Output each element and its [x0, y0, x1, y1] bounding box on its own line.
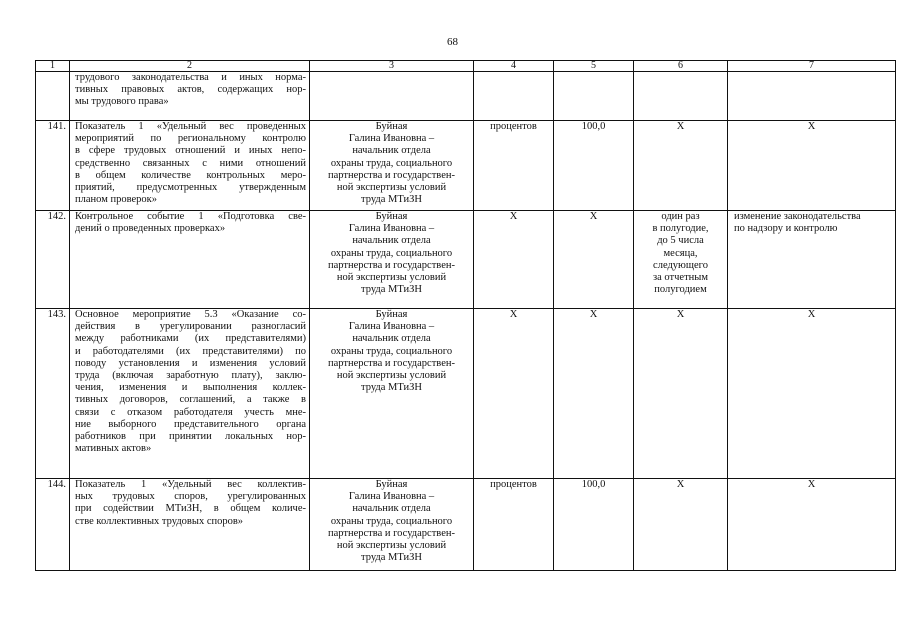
- text-line: X: [676, 309, 685, 320]
- deadline-cell: [634, 72, 728, 121]
- text-line: X: [676, 121, 685, 132]
- text-line: месяца,: [663, 247, 698, 259]
- note-cell: [728, 479, 896, 571]
- text-line: полугодием: [654, 284, 707, 296]
- text-line: Буйная: [375, 309, 408, 320]
- text-line: X: [676, 479, 685, 490]
- text-line: приятий, предусмотренных утвержденным: [75, 182, 306, 194]
- text-line: до 5 числа: [657, 235, 704, 247]
- row-number: [36, 72, 70, 121]
- column-header: 5: [554, 61, 634, 72]
- text-line: X: [807, 309, 816, 320]
- table-row: [36, 479, 896, 571]
- responsible-cell: [310, 479, 474, 571]
- text-line: начальник отдела: [352, 503, 431, 515]
- responsible-cell: [310, 211, 474, 309]
- text-line: Показатель 1 «Удельный вес проведенных: [75, 121, 306, 132]
- text-line: охраны труда, социального: [330, 247, 453, 259]
- text-line: Галина Ивановна –: [348, 223, 435, 235]
- text-line: охраны труда, социального: [330, 345, 453, 357]
- text-line: средственно связанных с ними отношений: [75, 157, 306, 169]
- text-line: по надзору и контролю: [734, 223, 838, 235]
- description-cell: [70, 211, 310, 309]
- column-header: 6: [634, 61, 728, 72]
- row-number: 143.: [36, 309, 70, 479]
- text-line: трудового законодательства и иных норма-: [75, 72, 306, 83]
- text-line: за отчетным: [653, 272, 708, 284]
- text-line: работников при принятии локальных нор-: [75, 431, 306, 443]
- table-row: [36, 211, 896, 309]
- text-line: тивных правовых актов, содержащих нор-: [75, 84, 306, 96]
- text-line: Галина Ивановна –: [348, 133, 435, 145]
- column-number-row: [36, 61, 896, 72]
- description-cell: [70, 121, 310, 211]
- text-line: мативных актов»: [75, 443, 152, 455]
- text-line: охраны труда, социального: [330, 157, 453, 169]
- text-line: при содействии МТиЗН, в общем количе-: [75, 503, 306, 515]
- text-line: мы трудового права»: [75, 96, 169, 108]
- text-line: изменение законодательства: [734, 211, 861, 222]
- text-line: партнерства и государствен-: [328, 259, 455, 271]
- text-line: ной экспертизы условий: [336, 540, 447, 552]
- text-line: труда МТиЗН: [361, 382, 422, 394]
- note-cell: [728, 309, 896, 479]
- note-cell: [728, 121, 896, 211]
- indicators-table: [35, 60, 896, 571]
- text-line: ной экспертизы условий: [336, 272, 447, 284]
- text-line: ние выборного представительного органа: [75, 418, 306, 430]
- description-cell: [70, 72, 310, 121]
- text-line: дений о проведенных проверках»: [75, 223, 226, 235]
- column-header: 2: [70, 61, 310, 72]
- text-line: Галина Ивановна –: [348, 321, 435, 333]
- text-line: действия в урегулировании разногласий: [75, 321, 306, 333]
- text-line: начальник отдела: [352, 145, 431, 157]
- value-cell: X: [554, 309, 634, 479]
- text-line: Буйная: [375, 211, 408, 222]
- deadline-cell: [634, 211, 728, 309]
- row-number: 142.: [36, 211, 70, 309]
- unit-cell: X: [474, 309, 554, 479]
- page-number: 68: [447, 36, 458, 48]
- text-line: Галина Ивановна –: [348, 491, 435, 503]
- column-header: 1: [36, 61, 70, 72]
- note-cell: [728, 72, 896, 121]
- text-line: партнерства и государствен-: [328, 357, 455, 369]
- table-row: [36, 309, 896, 479]
- text-line: труда МТиЗН: [361, 194, 422, 206]
- responsible-cell: [310, 121, 474, 211]
- value-cell: [554, 72, 634, 121]
- column-header: 7: [728, 61, 896, 72]
- text-line: следующего: [653, 259, 708, 271]
- text-line: в сфере трудовых отношений и иных непо-: [75, 145, 306, 157]
- text-line: стве коллективных трудовых споров»: [75, 515, 244, 527]
- text-line: поводу установления и изменения условий: [75, 357, 306, 369]
- text-line: труда МТиЗН: [361, 284, 422, 296]
- value-cell: 100,0: [554, 121, 634, 211]
- text-line: связи с отказом работодателя учесть мне-: [75, 406, 306, 418]
- text-line: партнерства и государствен-: [328, 527, 455, 539]
- unit-cell: X: [474, 211, 554, 309]
- deadline-cell: [634, 121, 728, 211]
- text-line: X: [807, 121, 816, 132]
- text-line: один раз: [661, 211, 700, 222]
- column-header: 3: [310, 61, 474, 72]
- unit-cell: процентов: [474, 121, 554, 211]
- deadline-cell: [634, 479, 728, 571]
- text-line: Буйная: [375, 479, 408, 490]
- responsible-cell: [310, 309, 474, 479]
- deadline-cell: [634, 309, 728, 479]
- text-line: ной экспертизы условий: [336, 370, 447, 382]
- value-cell: 100,0: [554, 479, 634, 571]
- text-line: ной экспертизы условий: [336, 182, 447, 194]
- text-line: Показатель 1 «Удельный вес коллектив-: [75, 479, 306, 490]
- note-cell: [728, 211, 896, 309]
- text-line: охраны труда, социального: [330, 515, 453, 527]
- text-line: и работодателями (их представителями) по: [75, 345, 306, 357]
- text-line: чения, изменения и выполнения коллек-: [75, 382, 306, 394]
- text-line: мероприятий по региональному контролю: [75, 133, 306, 145]
- text-line: в полугодие,: [652, 223, 709, 235]
- text-line: X: [807, 479, 816, 490]
- text-line: Основное мероприятие 5.3 «Оказание со-: [75, 309, 306, 320]
- text-line: в общем количестве контрольных меро-: [75, 169, 306, 181]
- value-cell: X: [554, 211, 634, 309]
- text-line: начальник отдела: [352, 235, 431, 247]
- description-cell: [70, 479, 310, 571]
- text-line: между работниками (их представителями): [75, 333, 306, 345]
- row-number: 141.: [36, 121, 70, 211]
- row-number: 144.: [36, 479, 70, 571]
- text-line: труда МТиЗН: [361, 552, 422, 564]
- text-line: планом проверок»: [75, 194, 157, 206]
- text-line: Буйная: [375, 121, 408, 132]
- text-line: труда (включая заработную плату), заклю-: [75, 370, 306, 382]
- responsible-cell: [310, 72, 474, 121]
- table-row: [36, 72, 896, 121]
- text-line: ных трудовых споров, урегулированных: [75, 491, 306, 503]
- text-line: партнерства и государствен-: [328, 169, 455, 181]
- description-cell: [70, 309, 310, 479]
- text-line: тивных договоров, соглашений, а также в: [75, 394, 306, 406]
- unit-cell: [474, 72, 554, 121]
- unit-cell: процентов: [474, 479, 554, 571]
- text-line: начальник отдела: [352, 333, 431, 345]
- table-row: [36, 121, 896, 211]
- column-header: 4: [474, 61, 554, 72]
- text-line: Контрольное событие 1 «Подготовка све-: [75, 211, 306, 222]
